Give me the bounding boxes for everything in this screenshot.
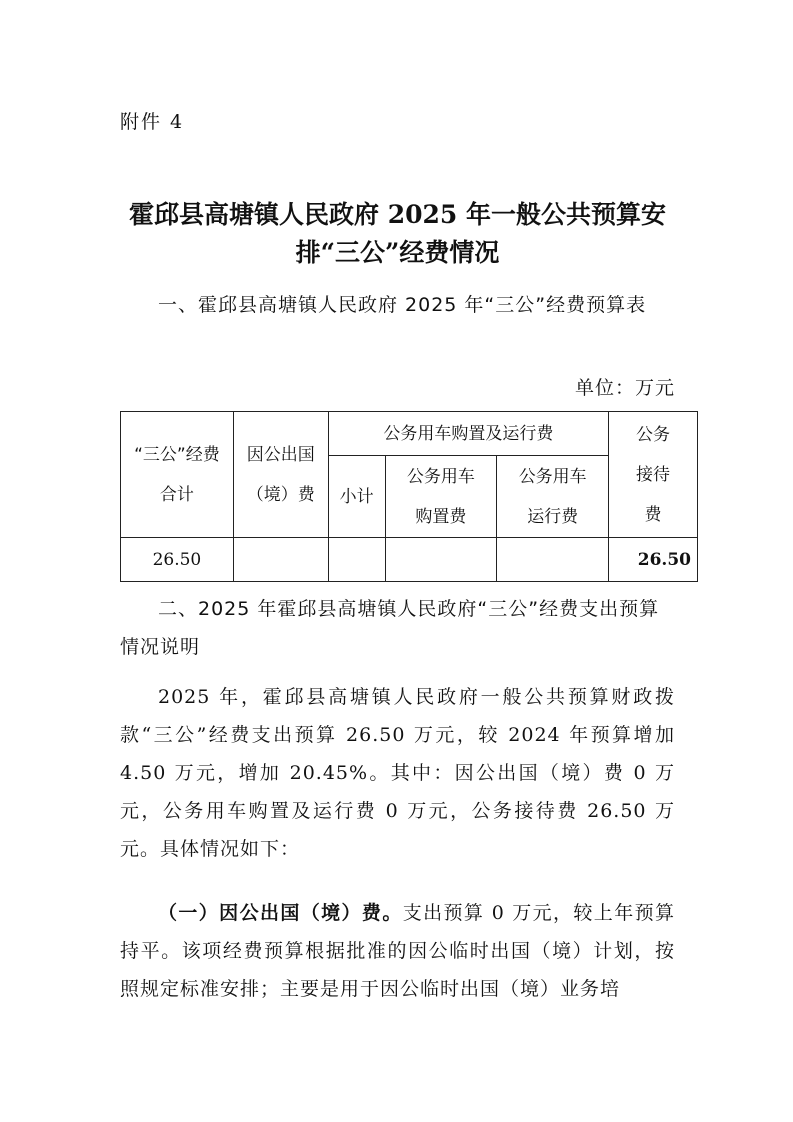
paragraph-abroad-body: 支出预算 0 万元，较上年预算持平。该项经费预算根据批准的因公临时出国（境）计划，按照规定标准安排；主要是用于因公临时出国（境）业务培 — [120, 902, 675, 1000]
section1-heading: 一、霍邱县高塘镇人民政府 2025 年“三公”经费预算表 — [158, 294, 647, 316]
cell-vehicle-purchase — [385, 538, 497, 582]
cell-reception: 26.50 — [609, 538, 698, 582]
header-vehicle-operation: 公务用车运行费 — [497, 456, 609, 538]
unit-label: 单位：万元 — [574, 377, 675, 399]
header-reception: 公务接待费 — [609, 412, 698, 538]
header-abroad: 因公出国（境）费 — [233, 412, 328, 538]
document-title: 霍邱县高塘镇人民政府 2025 年一般公共预算安排“三公”经费情况 — [129, 200, 666, 267]
cell-subtotal — [328, 538, 385, 582]
cell-abroad — [233, 538, 328, 582]
paragraph-abroad — [120, 894, 675, 1008]
header-total: “三公”经费合计 — [121, 412, 234, 538]
section2-heading: 二、2025 年霍邱县高塘镇人民政府“三公”经费支出预算情况说明 — [120, 598, 660, 658]
header-vehicle-purchase: 公务用车购置费 — [385, 456, 497, 538]
cell-total: 26.50 — [121, 538, 234, 582]
paragraph-abroad-lead: （一）因公出国（境）费。 — [158, 902, 403, 924]
header-subtotal: 小计 — [328, 456, 385, 538]
budget-table — [120, 411, 698, 582]
paragraph-overview: 2025 年，霍邱县高塘镇人民政府一般公共预算财政拨款“三公”经费支出预算 26.50 万元，较 2024 年预算增加 4.50 万元，增加 20.45%。其中：因公出国（境）费 0 万元，公务用车购置及运行费 0 万元，公务接待费 26.50 万元。具体情况如下： — [120, 686, 675, 860]
header-vehicle-group: 公务用车购置及运行费 — [328, 412, 608, 456]
cell-vehicle-operation — [497, 538, 609, 582]
attachment-label: 附件 4 — [120, 111, 185, 133]
